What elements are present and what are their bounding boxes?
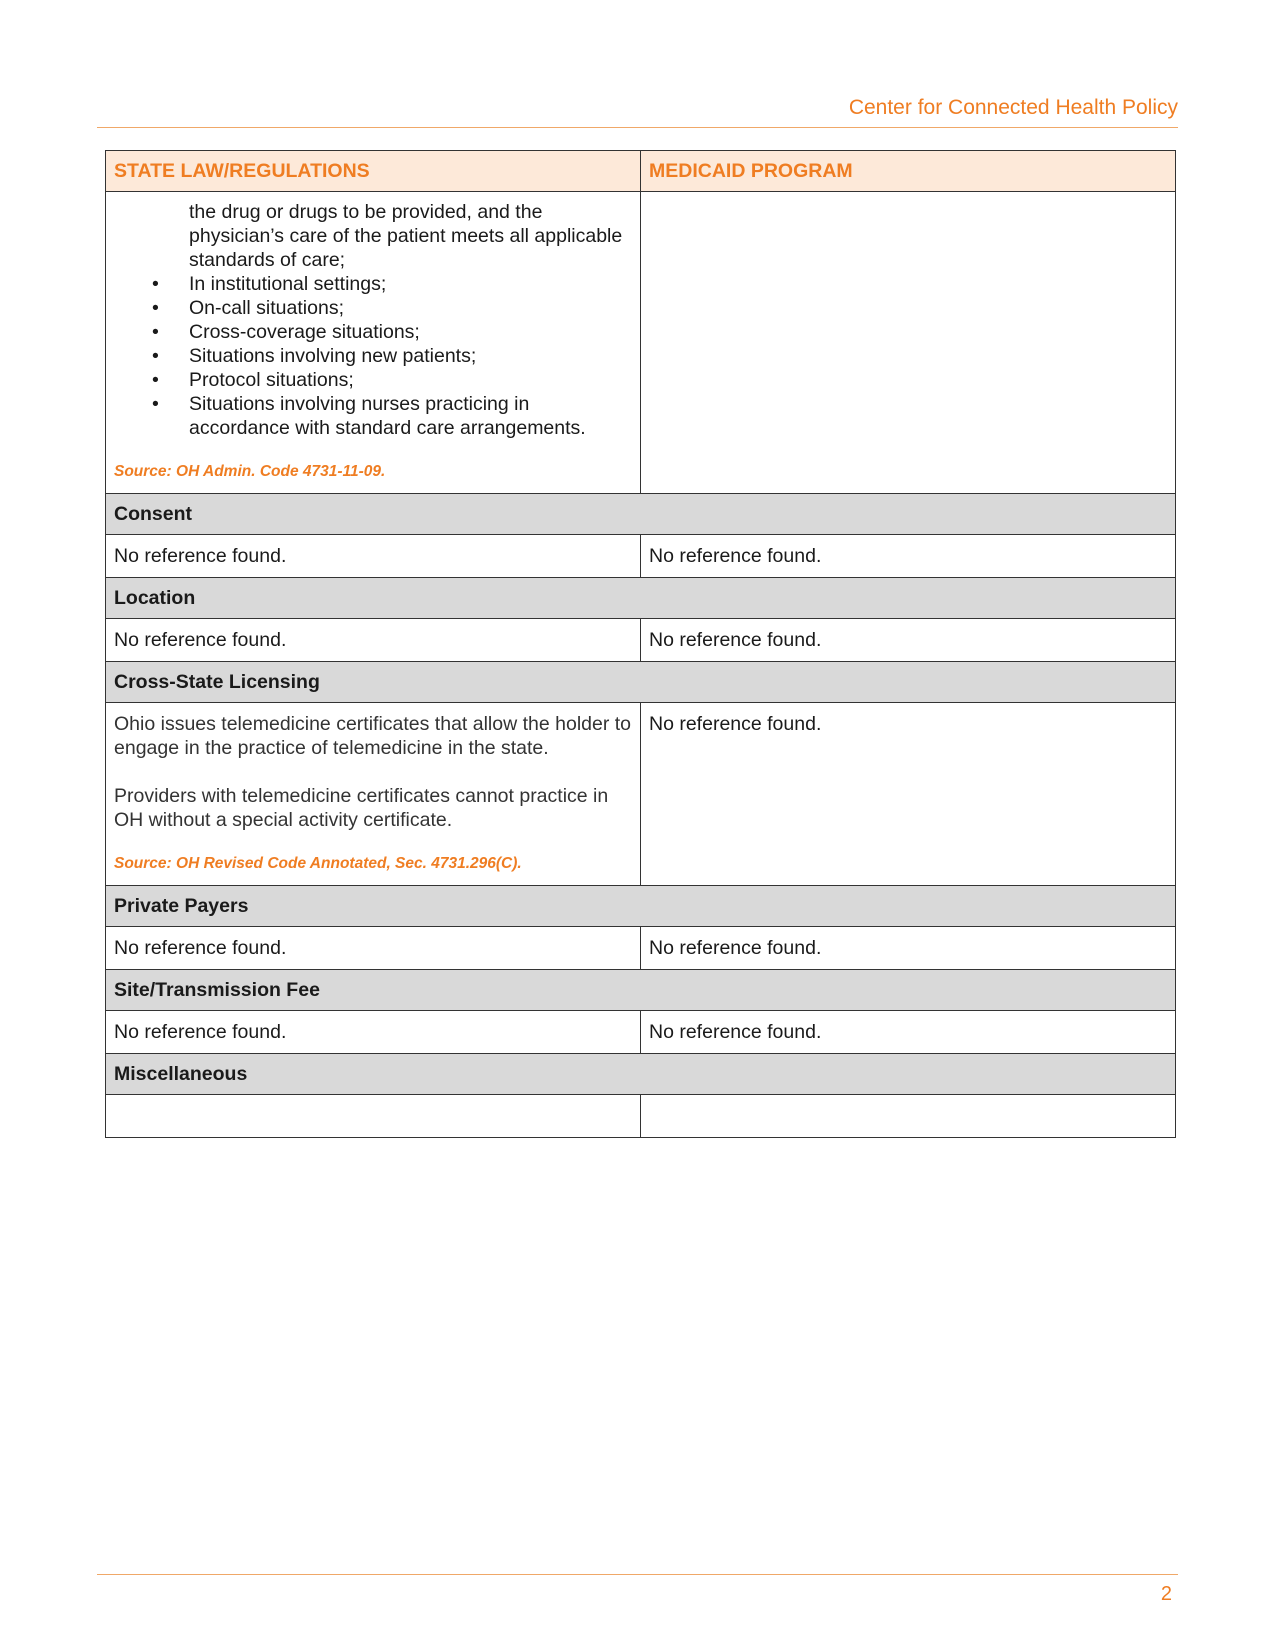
list-item: • Cross-coverage situations; — [189, 320, 632, 344]
header-divider — [97, 127, 1178, 128]
section-title: Miscellaneous — [106, 1054, 1176, 1095]
medicaid-cell: No reference found. — [641, 703, 1176, 886]
state-cell: No reference found. — [106, 619, 641, 662]
table-row — [106, 1095, 1176, 1138]
state-cell: No reference found. — [106, 927, 641, 970]
medicaid-cell: No reference found. — [641, 535, 1176, 578]
section-row-location — [106, 578, 1176, 619]
policy-table — [105, 150, 1176, 1138]
list-item: • Situations involving new patients; — [189, 344, 632, 368]
table-row — [106, 535, 1176, 578]
list-item: • In institutional settings; — [189, 272, 632, 296]
section-row-private-payers — [106, 886, 1176, 927]
section-row-site-transmission-fee — [106, 970, 1176, 1011]
source-citation: Source: OH Admin. Code 4731-11-09. — [114, 463, 386, 480]
section-title: Consent — [106, 494, 1176, 535]
state-cell — [106, 192, 641, 494]
source-citation: Source: OH Revised Code Annotated, Sec. 4731.296(C). — [114, 855, 522, 872]
table-row — [106, 1011, 1176, 1054]
section-title: Private Payers — [106, 886, 1176, 927]
list-item-continuation: the drug or drugs to be provided, and the physician’s care of the patient meets all applicable standards of care; — [189, 201, 623, 271]
section-title: Location — [106, 578, 1176, 619]
column-header-medicaid: MEDICAID PROGRAM — [641, 151, 1176, 192]
header-title: Center for Connected Health Policy — [848, 96, 1178, 119]
section-row-consent — [106, 494, 1176, 535]
paragraph: Ohio issues telemedicine certificates that allow the holder to engage in the practice of telemedicine in the state. — [114, 713, 632, 759]
list-item: • On-call situations; — [189, 296, 632, 320]
state-cell — [106, 703, 641, 886]
paragraph: Providers with telemedicine certificates cannot practice in OH without a special activity certificate. — [114, 785, 609, 831]
column-header-row — [106, 151, 1176, 192]
medicaid-cell: No reference found. — [641, 1011, 1176, 1054]
footer-divider — [97, 1574, 1178, 1575]
table-row — [106, 703, 1176, 886]
state-cell — [106, 1095, 641, 1138]
medicaid-cell: No reference found. — [641, 927, 1176, 970]
table-row — [106, 927, 1176, 970]
table-row — [106, 192, 1176, 494]
medicaid-cell — [641, 1095, 1176, 1138]
column-header-state: STATE LAW/REGULATIONS — [106, 151, 641, 192]
state-cell: No reference found. — [106, 535, 641, 578]
section-title: Site/Transmission Fee — [106, 970, 1176, 1011]
section-row-miscellaneous — [106, 1054, 1176, 1095]
bullet-list — [114, 200, 632, 440]
list-item: • Situations involving nurses practicing in accordance with standard care arrangements. — [189, 392, 632, 440]
section-title: Cross-State Licensing — [106, 662, 1176, 703]
page-number: 2 — [1160, 1583, 1172, 1605]
medicaid-cell — [641, 192, 1176, 494]
table-row — [106, 619, 1176, 662]
medicaid-cell: No reference found. — [641, 619, 1176, 662]
state-cell: No reference found. — [106, 1011, 641, 1054]
section-row-cross-state-licensing — [106, 662, 1176, 703]
list-item: • Protocol situations; — [189, 368, 632, 392]
